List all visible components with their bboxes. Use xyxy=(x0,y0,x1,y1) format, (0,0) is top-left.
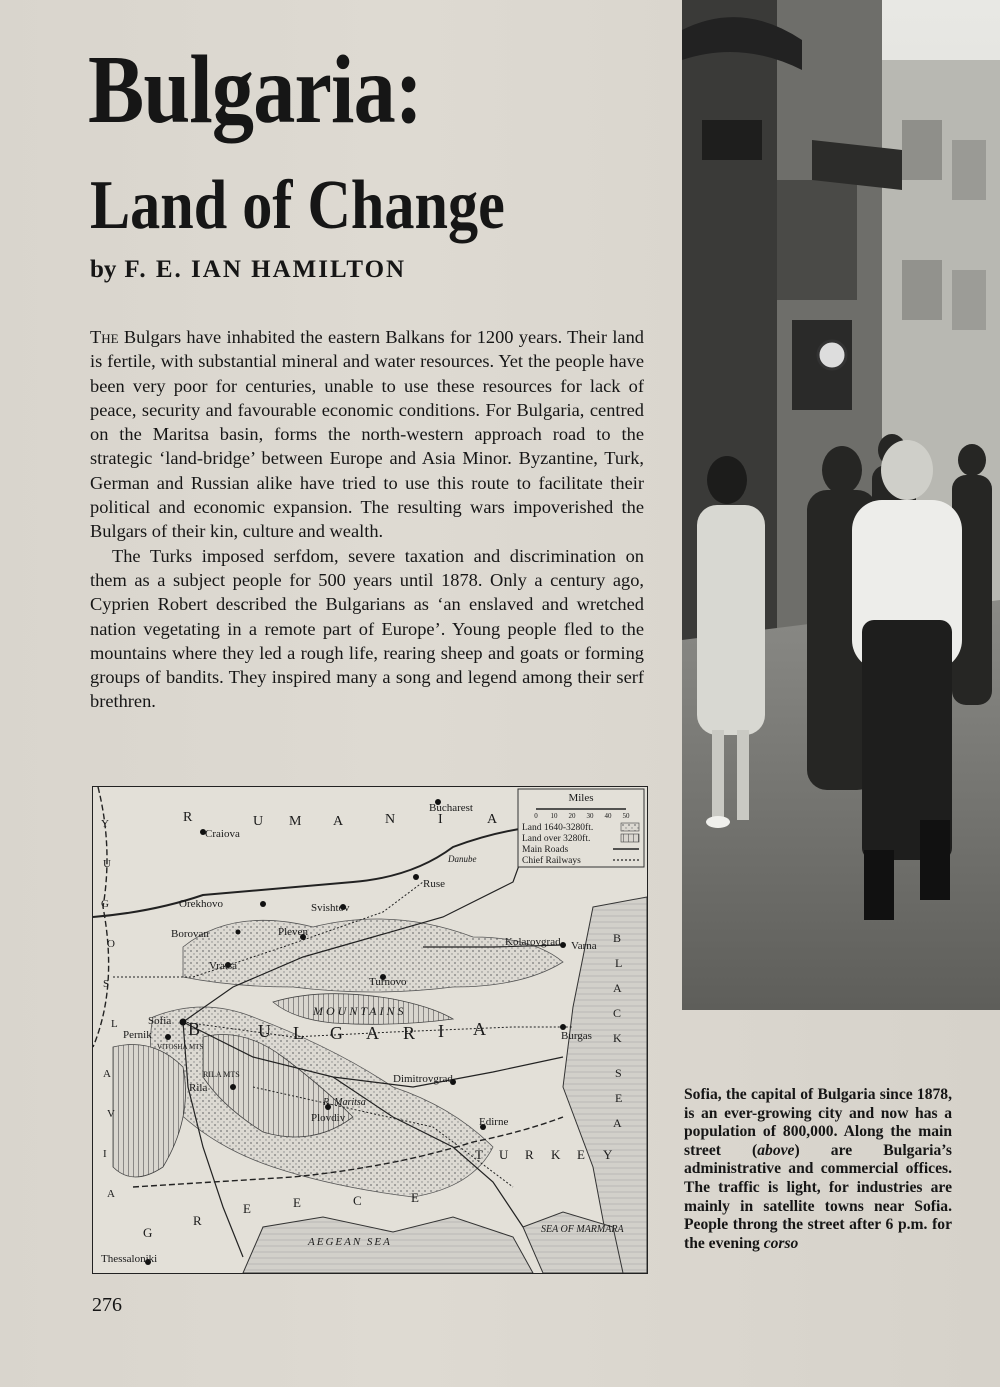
scale-40: 40 xyxy=(604,812,612,820)
blacksea-c: C xyxy=(613,1006,622,1020)
greece-e1: E xyxy=(243,1201,251,1216)
bulgaria-u: U xyxy=(258,1021,271,1041)
bulgaria-l: L xyxy=(293,1023,304,1043)
yugo-o: O xyxy=(107,938,115,950)
rumania-a1: A xyxy=(333,814,346,829)
caption-text-2: ) are Bulgaria’s administrative and commercial offices. The traffic is light, for industries are mainly in satellite towns near Sofia. People throng the street after 6 p.m. for the evening xyxy=(684,1141,952,1252)
turkey-y: Y xyxy=(603,1147,613,1162)
city-varna: Varna xyxy=(571,940,597,952)
blacksea-k: K xyxy=(613,1031,622,1045)
bulgaria-map xyxy=(92,786,648,1274)
yugo-g: G xyxy=(101,898,109,910)
blacksea-s: S xyxy=(615,1066,622,1080)
blacksea-a2: A xyxy=(613,1116,622,1130)
city-svishtov: Svishtov xyxy=(311,902,350,914)
city-craiova: Craiova xyxy=(205,828,240,840)
caption-end: corso xyxy=(763,1234,799,1252)
yugo-u: U xyxy=(103,858,111,870)
rumania-m: M xyxy=(289,814,304,829)
paragraph-1-text: Bulgars have inhabited the eastern Balkans for 1200 years. Their land is fertile, with substantial mineral and water resources. Yet the people have been very poor for centuries, unable to use these resources for lack of peace, security and favourable economic conditions. For Bulgaria, centred on the Maritsa basin, forms the north-western approach road to the strategic ‘land-bridge’ between Europe and Asia Minor. Byzantine, Turk, German and Russian alike have tried to use this route to facilitate their political and economic expansion. The resulting wars impoverished the Bulgars of their kin, culture and wealth. xyxy=(90,327,644,542)
city-kolarovgrad: Kolarovgrad xyxy=(505,936,561,948)
turkey-k: K xyxy=(551,1147,561,1162)
city-turnovo: Turnovo xyxy=(369,976,407,988)
turkey-r: R xyxy=(525,1147,534,1162)
caption-italic: above xyxy=(757,1141,795,1159)
photo-caption xyxy=(684,1086,952,1253)
bulgaria-a2: A xyxy=(473,1019,486,1039)
paragraph-1 xyxy=(90,325,644,544)
scale-50: 50 xyxy=(622,812,630,820)
page-number: 276 xyxy=(92,1294,122,1316)
yugo-s: S xyxy=(103,978,110,990)
city-burgas: Burgas xyxy=(561,1030,592,1042)
paragraph-2: The Turks imposed serfdom, severe taxation and discrimination on them as a subject people for 500 years until 1878. Only a century ago, Cyprien Robert described the Bulgarians as ‘an enslaved and wretched nation vegetating in a remote part of Europe’. Young people fled to the mountains where they led a rough life, rearing sheep and goats or forming groups of bandits. They inspired many a song and legend among their serf brethren. xyxy=(90,545,644,712)
author-name: F. E. IAN HAMILTON xyxy=(124,256,407,283)
rumania-r: R xyxy=(183,810,195,825)
city-ruse: Ruse xyxy=(423,878,445,890)
scale-0: 0 xyxy=(534,812,538,820)
rumania-a2: A xyxy=(487,812,500,827)
bulgaria-i: I xyxy=(438,1021,444,1041)
yugo-a2: A xyxy=(107,1188,115,1200)
yugo-y: Y xyxy=(101,818,109,830)
blacksea-b: B xyxy=(613,931,622,945)
city-plovdiv: Plovdiv xyxy=(311,1112,346,1124)
blacksea-l: L xyxy=(615,956,623,970)
caption-text-1: Sofia, the capital of Bulgaria since 1878, is an ever-growing city and now has a population of 800,000. Along the main street ( xyxy=(684,1086,952,1159)
city-orekhovo: Orekhovo xyxy=(179,898,223,910)
bulgaria-a1: A xyxy=(366,1023,379,1043)
greece-g: G xyxy=(143,1225,153,1240)
turkey-e: E xyxy=(577,1147,585,1162)
scale-10: 10 xyxy=(550,812,558,820)
legend-railways: Chief Railways xyxy=(522,856,581,866)
city-pernik: Pernik xyxy=(123,1029,152,1041)
scale-30: 30 xyxy=(586,812,594,820)
legend-title: Miles xyxy=(568,792,594,804)
vitosha-label: VITOSHA MTS xyxy=(157,1043,204,1051)
article-title: Bulgaria: xyxy=(88,36,423,144)
rumania-u: U xyxy=(253,814,266,829)
turkey-t: T xyxy=(475,1147,483,1162)
rumania-n: N xyxy=(385,812,398,827)
turkey-u: U xyxy=(499,1147,509,1162)
greece-c: C xyxy=(353,1193,362,1208)
rumania-i: I xyxy=(438,812,445,827)
legend-roads: Main Roads xyxy=(522,845,569,855)
city-vratsa: Vratsa xyxy=(209,960,238,972)
yugo-v: V xyxy=(107,1108,115,1120)
blacksea-a1: A xyxy=(613,981,622,995)
legend-land-1640: Land 1640-3280ft. xyxy=(522,823,594,833)
greece-r: R xyxy=(193,1213,202,1228)
city-dimitrovgrad: Dimitrovgrad xyxy=(393,1073,453,1085)
sofia-street-photo xyxy=(682,0,1000,1010)
city-pleven: Pleven xyxy=(278,926,308,938)
scale-20: 20 xyxy=(568,812,576,820)
mountains-label: MOUNTAINS xyxy=(313,1004,407,1018)
city-edirne: Edirne xyxy=(479,1116,509,1128)
article-body xyxy=(90,325,644,714)
map-drawing xyxy=(93,787,647,1273)
lead-in: The xyxy=(90,327,119,347)
bulgaria-g: G xyxy=(330,1023,343,1043)
rila-mts-label: RILA MTS xyxy=(203,1070,240,1079)
article-subtitle: Land of Change xyxy=(90,167,505,244)
city-rila: Rila xyxy=(189,1082,208,1094)
byline-prefix: by xyxy=(90,256,117,283)
city-borovan: Borovan xyxy=(171,928,209,940)
byline xyxy=(90,256,406,284)
yugo-l: L xyxy=(111,1018,118,1030)
city-sofia: Sofia xyxy=(148,1015,172,1027)
greece-e3: E xyxy=(411,1190,419,1205)
legend-land-3280: Land over 3280ft. xyxy=(522,834,591,844)
blacksea-e: E xyxy=(615,1091,623,1105)
bulgaria-b: B xyxy=(188,1019,201,1039)
photo-illustration xyxy=(682,0,1000,1010)
bulgaria-r: R xyxy=(403,1023,416,1043)
greece-e2: E xyxy=(293,1195,301,1210)
danube-label: Danube xyxy=(448,854,477,864)
aegean-sea-label: AEGEAN SEA xyxy=(308,1236,392,1248)
maritsa-label: R. Maritsa xyxy=(323,1097,366,1108)
city-bucharest: Bucharest xyxy=(429,802,473,814)
marmara-sea-label: SEA OF MARMARA xyxy=(541,1224,624,1235)
city-thessaloniki: Thessaloniki xyxy=(101,1253,158,1265)
yugo-i: I xyxy=(103,1148,107,1160)
yugo-a1: A xyxy=(103,1068,111,1080)
